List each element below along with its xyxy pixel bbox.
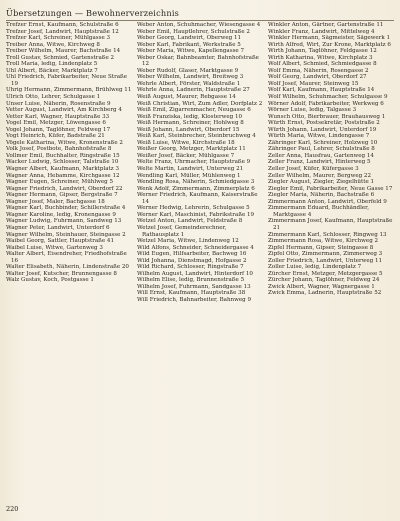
directory-entry: Ziegler August, Ziegler, Ziegelhütte 1 — [268, 179, 375, 186]
directory-entry: Wagner Anna, Hebamme, Kirchgasse 12 — [6, 172, 120, 179]
directory-entry: Weiß August, Maurer, Rebgasse 14 — [137, 94, 236, 101]
directory-entry: Wild Johanna, Dienstmagd, Hofgasse 2 — [137, 257, 247, 264]
directory-entry: Uhl Albert, Bäcker, Marktplatz 7 — [6, 67, 98, 74]
directory-entry: Uhl Friedrich, Fabrikarbeiter, Neue Straße 19 — [6, 74, 128, 87]
directory-entry: Weiß Emil, Zigarrenmacher, Neugasse 6 — [137, 107, 251, 114]
directory-entry: Trefzer Ernst, Kaufmann, Schulstraße 6 — [6, 22, 119, 28]
page-number: 220 — [6, 505, 19, 513]
directory-entry: Wolf Georg, Landwirt, Oberdorf 27 — [268, 74, 367, 81]
directory-entry: Treiber Anna, Witwe, Kirchweg 8 — [6, 41, 100, 48]
directory-entry: Werner Friedrich, Kaufmann, Kaiserstraße 14 — [137, 192, 258, 205]
directory-entry: Zeller Franz, Landwirt, Hinterweg 5 — [268, 159, 371, 166]
directory-entry: Zimmermann Anton, Landwirt, Oberfeld 9 — [268, 198, 387, 205]
directory-entry: Vogt Heinrich, Küfer, Badstraße 21 — [6, 133, 105, 140]
directory-entry: Walter Albert, Eisendreher, Friedhofstraße 16 — [6, 251, 127, 264]
directory-entry: Zürcher Ernst, Metzger, Metzgergasse 5 — [268, 270, 383, 277]
directory-entry: Zähringer Karl, Schreiner, Holzweg 10 — [268, 139, 378, 146]
directory-entry: Wacker Ludwig, Schlosser, Talstraße 10 — [6, 159, 119, 166]
directory-entry: Winkler Anton, Gärtner, Gartenstraße 11 — [268, 22, 384, 28]
directory-entry: Ulrich Otto, Lehrer, Schulgasse 1 — [6, 94, 101, 101]
directory-entry: Welte Martin, Landwirt, Unterweg 21 — [137, 166, 244, 173]
directory-entry: Zoller Friedrich, Landwirt, Unterweg 11 — [268, 257, 383, 264]
directory-entry: Wagner Friedrich, Landwirt, Oberdorf 22 — [6, 185, 123, 192]
directory-entry: Wilhelm August, Landwirt, Hinterdorf 10 — [137, 270, 253, 277]
directory-entry: Wild Alfons, Schneider, Schneidergasse 4 — [137, 244, 254, 251]
directory-entry: Will Friedrich, Bahnarbeiter, Bahnweg 9 — [137, 296, 252, 303]
directory-entry: Wagner Karl, Buchbinder, Schillerstraße 4 — [6, 205, 126, 212]
directory-entry: Weber Oskar, Bahnbeamter, Bahnhofstraße 12 — [137, 54, 259, 68]
directory-entry: Vogel Emil, Metzger, Löwengasse 6 — [6, 120, 106, 127]
directory-entry: Zimmermann Eduard, Buchhändler, Marktgasse 4 — [268, 205, 369, 218]
entry-column-right — [268, 22, 395, 502]
directory-entry: Troll Maria, ledig, Lindenplatz 5 — [6, 61, 98, 68]
directory-entry: Wehrle Albert, Förster, Waldstraße 1 — [137, 80, 241, 87]
directory-entry: Wendling Rosa, Näherin, Schmiedgasse 3 — [137, 179, 255, 186]
directory-entry: Weißer Georg, Metzger, Marktplatz 11 — [137, 146, 246, 153]
directory-entry: Wenk Adolf, Zimmermann, Zimmerplatz 6 — [137, 185, 255, 192]
directory-entry: Waibel Georg, Sattler, Hauptstraße 41 — [6, 238, 114, 245]
directory-entry: Wagner Peter, Landwirt, Unterdorf 6 — [6, 224, 110, 231]
directory-entry: Trefzer Josef, Landwirt, Hauptstraße 12 — [6, 28, 119, 35]
directory-entry: Zürcher Johann, Taglöhner, Feldweg 24 — [268, 277, 380, 284]
directory-entry: Werner Karl, Maschinist, Fabrikstraße 19 — [137, 211, 255, 218]
directory-entry: Wendling Karl, Müller, Mühlenweg 1 — [137, 172, 241, 179]
directory-entry: Will Ernst, Kaufmann, Hauptstraße 38 — [137, 290, 246, 297]
directory-entry: Wagner Wilhelm, Steinhauer, Steingasse 2 — [6, 231, 126, 238]
directory-entry: Uhrig Hermann, Zimmermann, Brühlweg 11 — [6, 87, 132, 94]
directory-entry: Vögele Katharina, Witwe, Kronenstraße 2 — [6, 139, 123, 146]
directory-entry: Weiß Karl, Steinbrecher, Steinbruchweg 4 — [137, 133, 256, 140]
directory-entry: Würth Johann, Landwirt, Unterdorf 19 — [268, 126, 377, 133]
directory-entry: Wörner Adolf, Fabrikarbeiter, Werkweg 6 — [268, 100, 384, 107]
directory-entry: Treiber Wilhelm, Maurer, Bachstraße 14 — [6, 48, 121, 55]
directory-entry: Wild Richard, Schlosser, Ringstraße 7 — [137, 264, 244, 271]
directory-entry: Zähringer Paul, Lehrer, Schulstraße 8 — [268, 146, 375, 153]
directory-entry: Wörner Luise, ledig, Talgasse 3 — [268, 107, 357, 114]
directory-entry: Weiß Franziska, ledig, Klosterweg 10 — [137, 113, 243, 120]
directory-entry: Wetzel Josef, Gemeinderechner, Rathausplatz 1 — [137, 224, 227, 238]
directory-entry: Winkler Hermann, Sägmeister, Sägewerk 1 — [268, 35, 390, 42]
directory-entry: Ziegler Maria, Näherin, Bachstraße 6 — [268, 192, 375, 199]
directory-entry: Zeller Josef, Küfer, Küfergasse 3 — [268, 166, 359, 173]
directory-entry: Walter Elisabeth, Näherin, Lindenstraße 20 — [6, 264, 129, 271]
directory-entry: Wirth Alfred, Wirt, Zur Krone, Marktplatz 6 — [268, 41, 391, 48]
directory-entry: Troll Gustav, Schmied, Gartenstraße 2 — [6, 54, 115, 61]
directory-entry: Ziegler Emil, Fabrikarbeiter, Neue Gasse 17 — [268, 185, 393, 192]
directory-entry: Wolf Karl, Kaufmann, Hauptstraße 14 — [268, 87, 375, 94]
directory-entry: Wolf Wilhelm, Schuhmacher, Schulgasse 9 — [268, 94, 388, 101]
directory-entry: Wehrle Anna, Ladnerin, Hauptstraße 27 — [137, 87, 250, 94]
running-header: Übersetzungen — Bewohnerverzeichnis — [6, 6, 394, 21]
directory-entry: Volk Josef, Postbote, Bahnhofstraße 8 — [6, 146, 112, 153]
directory-entry: Weiß Hermann, Schreiner, Hohlweg 8 — [137, 120, 244, 127]
directory-entry: Weber Wilhelm, Landwirt, Breitweg 3 — [137, 74, 244, 81]
directory-entry: Zimmermann Josef, Kaufmann, Hauptstraße 21 — [268, 218, 393, 231]
directory-entry: Würth Maria, Witwe, Lindengasse 7 — [268, 133, 370, 140]
directory-entry: Vetter August, Landwirt, Am Kirchberg 4 — [6, 107, 122, 114]
directory-entry: Wirth Katharina, Witwe, Kirchplatz 3 — [268, 54, 373, 61]
directory-entry: Weber Anton, Schuhmacher, Wiesengasse 4 — [137, 22, 261, 28]
directory-entry: Wetzel Maria, Witwe, Lindenweg 12 — [137, 238, 239, 245]
directory-entry: Zimmermann Rosa, Witwe, Kirchweg 2 — [268, 238, 379, 245]
directory-entry: Unser Luise, Näherin, Rosenstraße 9 — [6, 100, 111, 107]
directory-entry: Weber Rudolf, Glaser, Marktgasse 9 — [137, 67, 239, 74]
directory-entry: Wagner Ludwig, Fuhrmann, Sandweg 13 — [6, 218, 122, 225]
entry-column-left — [6, 22, 133, 502]
directory-entry: Wilhelm Josef, Fuhrmann, Sandgasse 13 — [137, 283, 251, 290]
directory-entry: Zeller Anna, Hausfrau, Gartenweg 14 — [268, 152, 374, 159]
directory-entry: Wetzel Anton, Landwirt, Feldstraße 8 — [137, 218, 243, 225]
directory-entry: Wolf Emma, Näherin, Rosengasse 2 — [268, 67, 369, 74]
directory-entry: Werner Hedwig, Lehrerin, Schulgasse 5 — [137, 205, 250, 212]
directory-entry: Trefzer Karl, Schreiner, Mühlgasse 3 — [6, 35, 111, 42]
directory-entry: Walz Gustav, Koch, Postgasse 1 — [6, 277, 94, 284]
directory-entry: Würth Ernst, Postsekretär, Poststraße 2 — [268, 120, 380, 127]
entry-column-middle — [137, 22, 264, 502]
directory-entry: Welte Franz, Uhrmacher, Hauptstraße 9 — [137, 159, 251, 166]
directory-entry: Zoller Luise, ledig, Lindenplatz 7 — [268, 264, 362, 271]
directory-entry: Weiß Luise, Witwe, Kirchstraße 18 — [137, 139, 235, 146]
directory-entry: Waibel Luise, Witwe, Gartenweg 3 — [6, 244, 103, 251]
directory-entry: Weber Georg, Landwirt, Oberweg 11 — [137, 35, 242, 42]
directory-entry: Weiß Christian, Wirt, Zum Adler, Dorfplatz 2 — [137, 100, 263, 107]
directory-entry: Walter Josef, Kutscher, Brunnengasse 8 — [6, 270, 117, 277]
directory-entry: Zwick Albert, Wagner, Wagnergasse 1 — [268, 283, 375, 290]
directory-entry: Wagner Hermann, Gipser, Bergstraße 7 — [6, 192, 118, 199]
directory-entry: Weiß Johann, Landwirt, Oberdorf 15 — [137, 126, 240, 133]
directory-entry: Vollmer Emil, Buchhalter, Ringstraße 15 — [6, 152, 120, 159]
directory-entry: Zwick Emma, Ladnerin, Hauptstraße 52 — [268, 290, 382, 297]
directory-entry: Winkler Franz, Landwirt, Mittelweg 4 — [268, 28, 375, 35]
directory-entry: Wilhelm Elise, ledig, Brunnenstraße 5 — [137, 277, 245, 284]
directory-entry: Zimmermann Karl, Schlosser, Ringweg 13 — [268, 231, 387, 238]
directory-entry: Wirth Johann, Taglöhner, Feldgasse 12 — [268, 48, 377, 55]
directory-entry: Weber Emil, Hauptlehrer, Schulstraße 2 — [137, 28, 250, 35]
directory-entry: Wunsch Otto, Bierbrauer, Brauhausweg 1 — [268, 113, 386, 120]
directory-entry: Wild Eugen, Hilfsarbeiter, Bachweg 16 — [137, 251, 247, 258]
directory-entry: Zeller Wilhelm, Maurer, Bergweg 22 — [268, 172, 371, 179]
directory-entry: Wagner Eugen, Schreiner, Mühlweg 5 — [6, 179, 113, 186]
directory-entry: Weißer Josef, Bäcker, Mühlgasse 7 — [137, 152, 235, 159]
directory-entry: Zipfel Hermann, Gipser, Steingasse 8 — [268, 244, 374, 251]
directory-entry: Wolf Josef, Maurer, Steinweg 15 — [268, 80, 359, 87]
directory-entry: Weber Maria, Witwe, Kapellengasse 7 — [137, 48, 245, 55]
directory-entry: Wolf Albert, Schmied, Schmiedgasse 8 — [268, 61, 377, 68]
directory-entry: Wagner Albert, Kaufmann, Marktplatz 3 — [6, 166, 119, 173]
directory-entry: Weber Karl, Fabrikant, Werkstraße 5 — [137, 41, 241, 48]
directory-entry: Vetter Karl, Wagner, Hauptstraße 33 — [6, 113, 110, 120]
directory-entry: Zipfel Otto, Zimmermann, Zimmerweg 3 — [268, 251, 383, 258]
directory-entry: Vogel Johann, Taglöhner, Feldweg 17 — [6, 126, 111, 133]
directory-entry: Wagner Karoline, ledig, Kronengasse 9 — [6, 211, 116, 218]
directory-entry: Wagner Josef, Maler, Bachgasse 18 — [6, 198, 105, 205]
